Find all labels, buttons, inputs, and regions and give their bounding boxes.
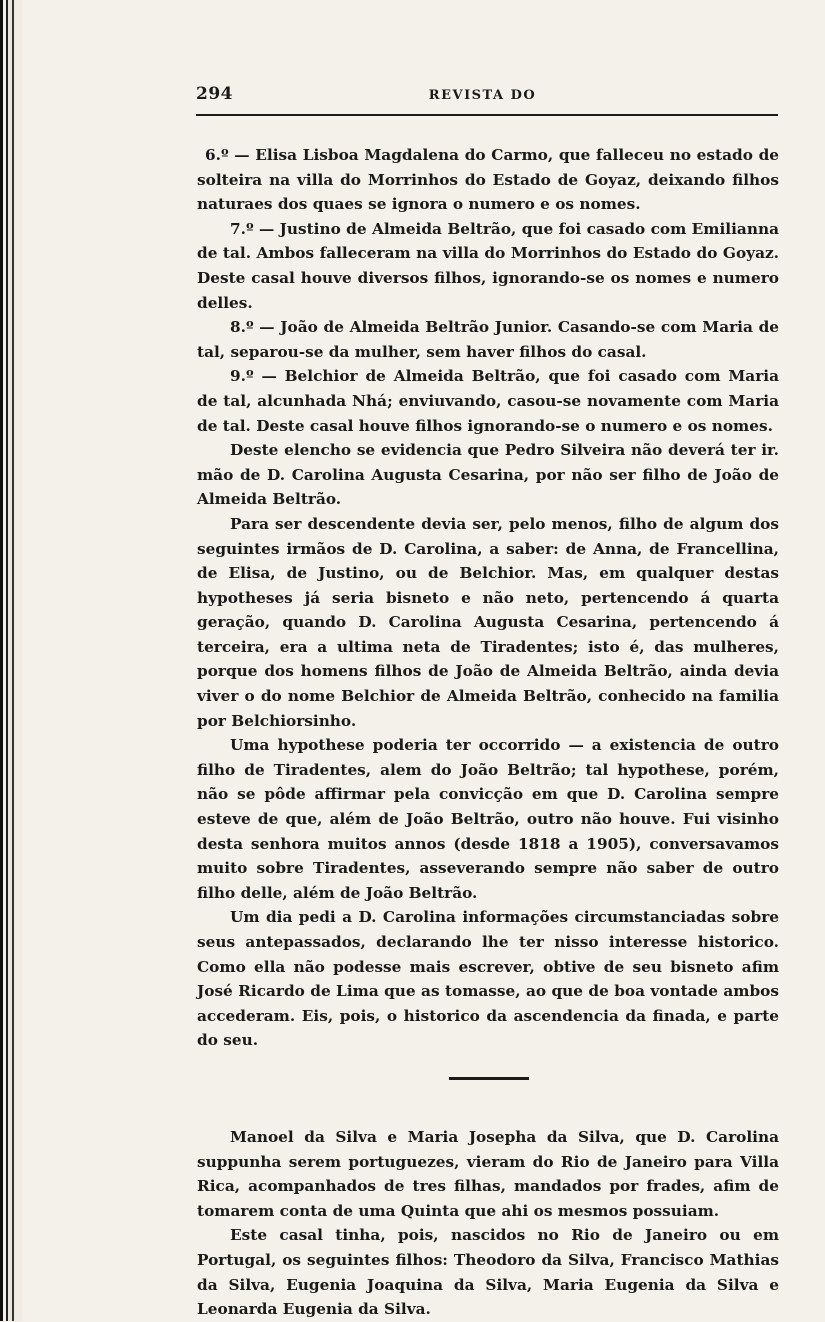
paragraph: 7.º — Justino de Almeida Beltrão, que foi casado com Emilianna de tal. Ambos falleceram na villa do Morrinhos do Estado do Goyaz. Deste casal houve diversos filhos, ignorando-se os nomes e numero delles. <box>197 219 779 312</box>
running-title: REVISTA DO <box>428 88 537 103</box>
text-block-ancestry <box>197 1125 779 1322</box>
book-spine-edge <box>0 0 22 1321</box>
paragraph: 8.º — João de Almeida Beltrão Junior. Casando-se com Maria de tal, separou-se da mulher, sem haver filhos do casal. <box>197 318 779 361</box>
paragraph: Uma hypothese poderia ter occorrido — a existencia de outro filho de Tiradentes, alem do João Beltrão; tal hypothese, porém, não se pôde affirmar pela convicção em que D. Carolina sempre esteve de que, além de João Beltrão, outro não houve. Fui visinho desta senhora muitos annos (desde 1818 a 1905), conversavamos muito sobre Tiradentes, asseverando sempre não saber de outro filho delle, além de João Beltrão. <box>197 736 779 902</box>
section-divider <box>449 1077 529 1080</box>
header-rule <box>196 114 778 116</box>
paragraph: 6.º — Elisa Lisboa Magdalena do Carmo, que falleceu no estado de solteira na villa do Morrinhos do Estado de Goyaz, deixando filhos naturaes dos quaes se ignora o numero e os nomes. <box>197 146 779 214</box>
paragraph: Para ser descendente devia ser, pelo menos, filho de algum dos seguintes irmãos de D. Carolina, a saber: de Anna, de Francellina, de Elisa, de Justino, ou de Belchior. Mas, em qualquer destas hypotheses já seria bisneto e não neto, pertencendo á quarta geração, quando D. Carolina Augusta Cesarina, pertencendo á terceira, era a ultima neta de Tiradentes; isto é, das mulheres, porque dos homens filhos de João de Almeida Beltrão, ainda devia viver o do nome Belchior de Almeida Beltrão, conhecido na familia por Belchiorsinho. <box>197 514 779 730</box>
paragraph: Este casal tinha, pois, nascidos no Rio de Janeiro ou em Portugal, os seguintes filhos: Theodoro da Silva, Francisco Mathias da Silva, Eugenia Joaquina da Silva, Maria Eugenia da Silva e Leonarda Eugenia da Silva. <box>197 1226 779 1319</box>
paragraph: Manoel da Silva e Maria Josepha da Silva, que D. Carolina suppunha serem portuguezes, vieram do Rio de Janeiro para Villa Rica, acompanhados de tres filhas, mandados por frades, afim de tomarem conta de uma Quinta que ahi os mesmos possuiam. <box>197 1128 779 1220</box>
paragraph: Um dia pedi a D. Carolina informações circumstanciadas sobre seus antepassados, declarando lhe ter nisso interesse historico. Como ella não podesse mais escrever, obtive de seu bisneto afim José Ricardo de Lima que as tomasse, ao que de boa vontade ambos accederam. Eis, pois, o historico da ascendencia da finada, e parte do seu. <box>197 908 779 1050</box>
paragraph: Deste elencho se evidencia que Pedro Silveira não deverá ter ir. mão de D. Carolina Augusta Cesarina, por não ser filho de João de Almeida Beltrão. <box>197 441 779 509</box>
page-number: 294 <box>196 84 233 104</box>
text-block-genealogy <box>197 143 779 1053</box>
paragraph: 9.º — Belchior de Almeida Beltrão, que foi casado com Maria de tal, alcunhada Nhá; enviuvando, casou-se novamente com Maria de tal. Deste casal houve filhos ignorando-se o numero e os nomes. <box>197 367 779 435</box>
